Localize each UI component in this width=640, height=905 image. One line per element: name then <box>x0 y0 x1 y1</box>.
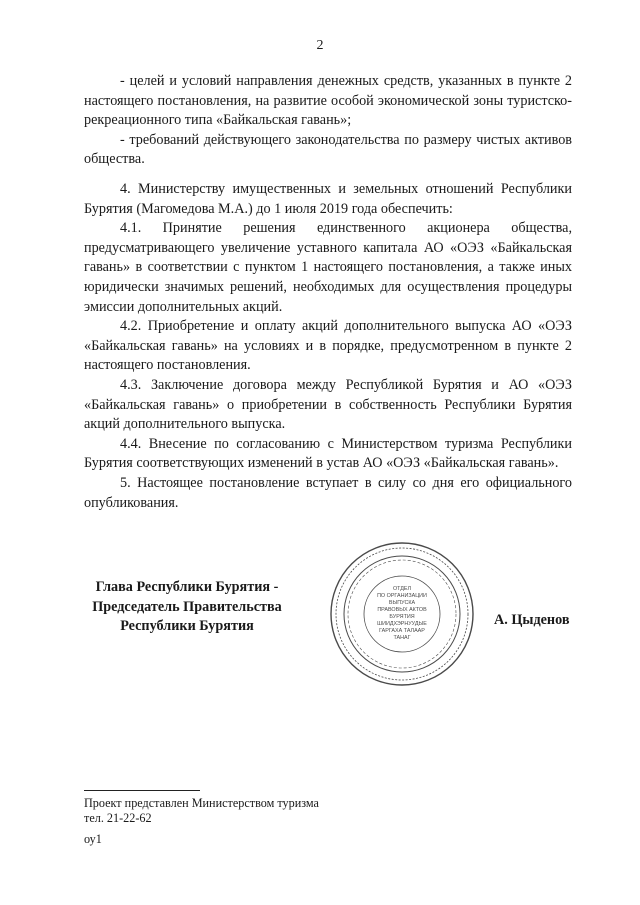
official-seal <box>328 540 476 688</box>
seal-text-line: ОТДЕЛ <box>392 586 412 592</box>
footnote-divider <box>84 790 200 791</box>
seal-text-line: ПО ОРГАНИЗАЦИИ <box>377 593 427 599</box>
paragraph: 4.2. Приобретение и оплату акций дополнительного выпуска АО «ОЭЗ «Байкальская гавань» на условиях и в порядке, предусмотренном в пункте 2 настоящего постановления. <box>84 318 572 374</box>
seal-text-line: ШИИДХЭРНУУДЫЕ <box>377 621 427 627</box>
paragraph: - целей и условий направления денежных средств, указанных в пункте 2 настоящего постановления, на развитие особой экономической зоны туристско-рекреационного типа «Байкальская гавань»; <box>84 73 572 129</box>
footnote <box>84 796 319 826</box>
seal-text-line: ВЫПУСКА <box>388 600 416 606</box>
seal-text-line: БУРЯТИЯ <box>389 614 415 620</box>
footnote-line: тел. 21-22-62 <box>84 811 152 825</box>
paragraph: 5. Настоящее постановление вступает в силу со дня его официального опубликования. <box>84 475 572 511</box>
paragraphs-block-2 <box>84 180 572 474</box>
footnote-line: Проект представлен Министерством туризма <box>84 796 319 810</box>
paragraph: 4.3. Заключение договора между Республикой Бурятия и АО «ОЭЗ «Байкальская гавань» о приобретении в собственность Республики Бурятия акций дополнительного выпуска. <box>84 376 572 433</box>
paragraph: - требований действующего законодательства по размеру чистых активов общества. <box>84 131 572 168</box>
paragraph: 4.1. Принятие решения единственного акционера общества, предусматривающего увеличение уставного капитала АО «ОЭЗ «Байкальская гавань» в соответствии с пунктом 1 настоящего постановления, а также иных юридически значимых решений, необходимых для осуществления процедуры эмиссии дополнительных акций. <box>84 220 572 315</box>
paragraphs-block-3 <box>84 474 572 513</box>
seal-text-line: ТАНАГ <box>393 635 411 641</box>
seal-text-line: ПРАВОВЫХ АКТОВ <box>377 607 427 613</box>
page-number: 2 <box>316 38 324 53</box>
paragraph: 4. Министерству имущественных и земельных отношений Республики Бурятия (Магомедова М.А.) до 1 июля 2019 года обеспечить: <box>84 181 572 217</box>
signatory-title-line: Республики Бурятия <box>120 618 254 635</box>
signatory-title-line: Глава Республики Бурятия - <box>95 579 279 595</box>
document-code: оу1 <box>84 832 102 846</box>
signatory-name: А. Цыденов <box>494 612 570 628</box>
signatory-title <box>84 578 290 637</box>
paragraphs-block-1 <box>84 72 572 170</box>
seal-text-line: ГАРГАХА ТАЛААР <box>379 628 425 634</box>
paragraph: 4.4. Внесение по согласованию с Министерством туризма Республики Бурятия соответствующих изменений в устав АО «ОЭЗ «Байкальская гавань». <box>84 435 572 472</box>
signatory-title-line: Председатель Правительства <box>92 598 282 615</box>
